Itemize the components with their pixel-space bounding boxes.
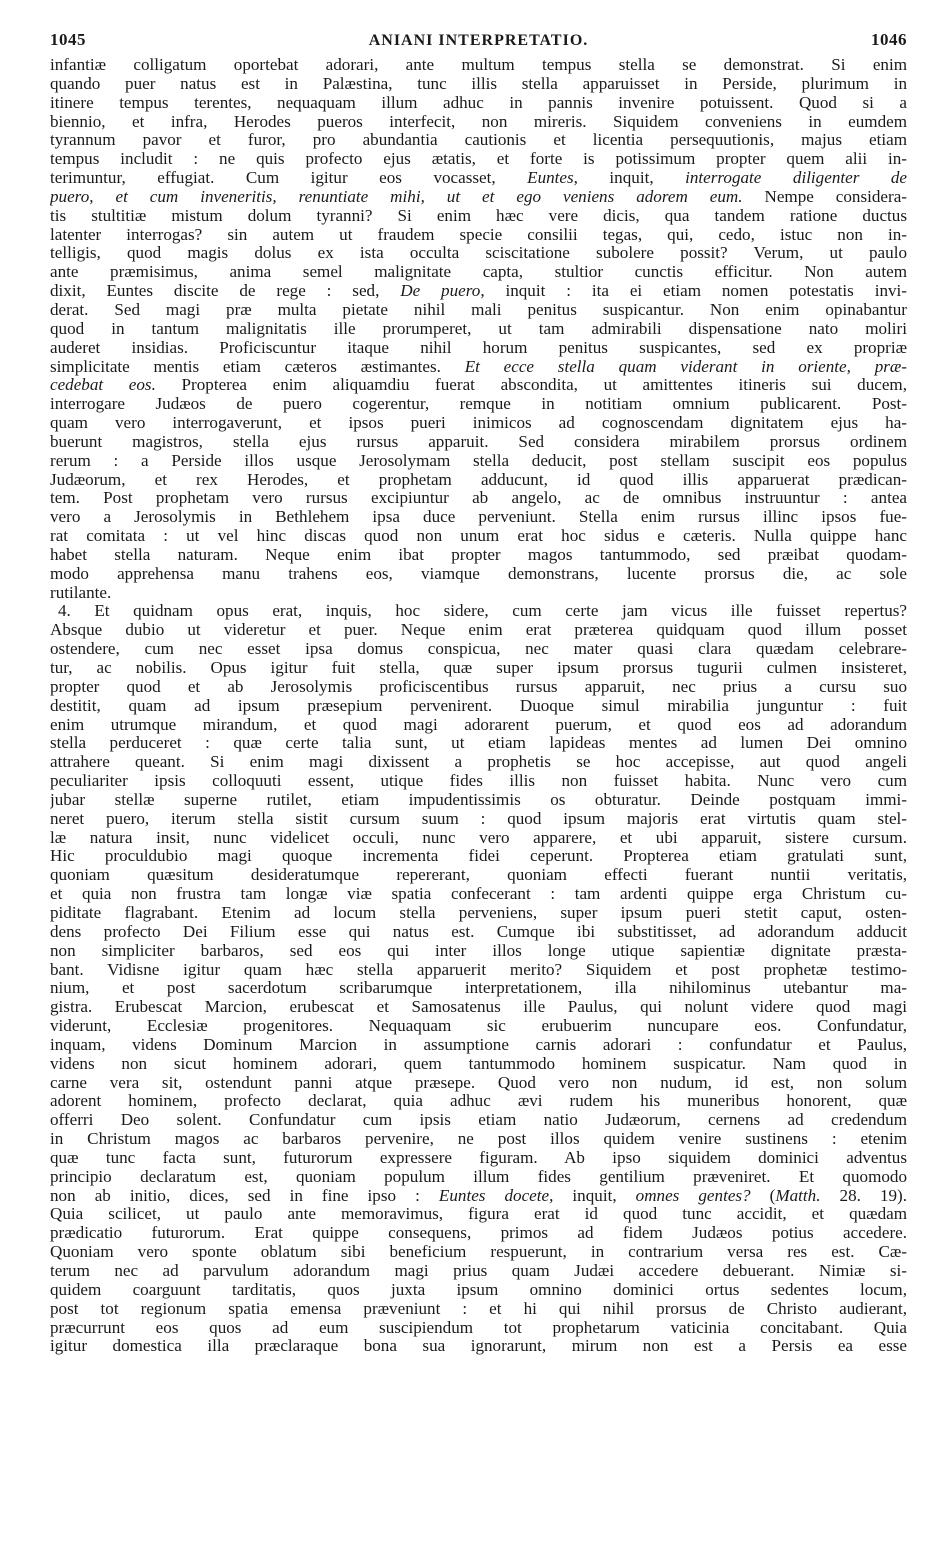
text-line: telligis, quod magis dolus ex ista occulta sciscitatione subolere possit? Verum, ut paulo — [50, 244, 907, 263]
text-line: quod in tantum malignitatis ille prorumperet, ut tam admirabili dispensatione nato moliri — [50, 319, 907, 338]
text-line: Quia scilicet, ut paulo ante memoravimus, figura erat id quod tunc accidit, et quædam — [50, 1205, 907, 1224]
text-line: auderet insidias. Proficiscuntur itaque nihil horum penitus suspicantes, sed ex propriæ — [50, 338, 907, 357]
text-line: vero a Jerosolymis in Bethlehem ipsa duce perveniunt. Stella enim rursus illinc ipsos fue- — [50, 508, 907, 527]
text-line: tur, ac nobilis. Opus igitur fuit stella, quæ super ipsum prorsus tugurii culmen insisteret, — [50, 659, 907, 677]
text-line: rat comitata : ut vel hinc discas quod non unum erat hoc sidus e cæteris. Nulla quippe hanc — [50, 527, 907, 546]
text-line: quoniam quæsitum desideratumque repererant, quoniam effecti fuerant nuntii veritatis, — [50, 866, 907, 885]
text-line: post tot regionum spatia emensa præveniunt : et hi qui nihil prorsus de Christo audierant, — [50, 1299, 907, 1318]
text-line: et quia non frustra tam longæ viæ spatia confecerant : tam ardenti quippe erga Christum cu- — [50, 885, 907, 904]
text-line: bant. Vidisne igitur quam hæc stella apparuerit merito? Siquidem et post prophetæ testimo- — [50, 960, 907, 979]
text-line: neret puero, iterum stella sistit cursum suum : quod ipsum majoris erat virtutis quam stel- — [50, 809, 907, 828]
text-line: modo apprehensa manu trahens eos, viamque demonstrans, lucente prorsus die, ac sole — [50, 564, 907, 583]
text-line: buerunt magistros, stella ejus rursus apparuit. Sed considera mirabilem prorsus ordinem — [50, 432, 907, 451]
left-page-number: 1045 — [50, 30, 86, 49]
text-line: adorent hominem, profecto declarat, quia adhuc ævi rudem his muneribus honorent, quæ — [50, 1092, 907, 1111]
text-line: 4. Et quidnam opus erat, inquis, hoc sidere, cum certe jam vicus ille fuisset repertus? — [58, 602, 907, 621]
text-line: destitit, quam ad ipsum præsepium pervenirent. Duoque simul mirabilia junguntur : fuit — [50, 696, 907, 715]
text-line: carne vera sit, ostendunt panni atque præsepe. Quod vero non nudum, id est, non solum — [50, 1073, 907, 1092]
right-page-number: 1046 — [870, 30, 907, 49]
text-line: habet stella naturam. Neque enim ibat propter magos tantummodo, sed præibat quodam- — [50, 545, 907, 564]
text-line: dixit, Euntes discite de rege : sed, De puero, inquit : ita ei etiam nomen potestatis invi- — [50, 282, 907, 301]
text-line: interrogare Judæos de puero cogerentur, remque in notitiam omnium publicarent. Post- — [50, 395, 907, 414]
text-line: jubar stellæ superne rutilet, etiam impudentissimis os obturatur. Deinde postquam immi- — [50, 790, 907, 809]
text-line: tempus includit : ne quis profecto ejus ætatis, et forte is potissimum propter quem alii in- — [50, 150, 907, 169]
text-line: piditate flagrabant. Etenim ad locum stella perveniens, super ipsum pueri stetit caput, osten- — [50, 903, 907, 922]
text-line: non ab initio, dices, sed in fine ipso : Euntes docete, inquit, omnes gentes? (Matth. 28. 19). — [50, 1186, 907, 1205]
text-line: puero, et cum inveneritis, renuntiate mihi, ut et ego veniens adorem eum. Nempe considera- — [50, 187, 907, 206]
text-line: propter quod et ab Jerosolymis proficiscentibus rursus apparuit, nec prius a cursu suo — [50, 677, 907, 696]
text-line: itinere tempus terentes, nequaquam illum adhuc in pannis invenire potuissent. Quod si a — [50, 93, 907, 112]
text-line: Absque dubio ut videretur et puer. Neque enim erat præterea quidquam quod illum posset — [50, 621, 907, 640]
text-line: ostendere, cum nec esset ipsa domus conspicua, nec mater quasi clara quædam celebrare- — [50, 640, 907, 659]
text-line: principio declaratum est, quoniam populum illum fides gentilium præveniret. Et quomodo — [50, 1167, 907, 1186]
text-body — [50, 56, 907, 1356]
text-line: tyrannum pavor et furor, pro abundantia cautionis et licentia persequutionis, majus etiam — [50, 131, 907, 150]
text-line: tem. Post prophetam vero rursus excipiuntur ab angelo, ac de omnibus instruuntur : antea — [50, 489, 907, 508]
text-line: biennio, et infra, Herodes pueros interfecit, non mireris. Siquidem conveniens in eumdem — [50, 112, 907, 131]
text-line: quam vero interrogaverunt, et ipsos pueri inimicos ad cognoscendam dignitatem ejus ha- — [50, 414, 907, 433]
text-line: viderunt, Ecclesiæ progenitores. Nequaquam sic erubuerim nuncupare eos. Confundatur, — [50, 1017, 907, 1036]
text-line: præcurrunt eos quos ad eum suscipiendum tot prophetarum vaticinia concitabant. Quia — [50, 1318, 907, 1337]
text-line: Hic proculdubio magi quoque incrementa fidei ceperunt. Propterea etiam gratulati sunt, — [50, 847, 907, 866]
text-line: terimuntur, effugiat. Cum igitur eos vocasset, Euntes, inquit, interrogate diligenter de — [50, 169, 907, 188]
text-line: cedebat eos. Propterea enim aliquamdiu fuerat abscondita, ut amittentes itineris sui ducem, — [50, 376, 907, 395]
text-line: Judæorum, et rex Herodes, et prophetam adducunt, id quod illis apparuerat prædican- — [50, 470, 907, 489]
text-line: ante præmisimus, anima semel malignitate capta, stultior cunctis efficitur. Non autem — [50, 263, 907, 282]
text-line: attrahere queant. Si enim magi dixissent a prophetis se hoc accepisse, aut quod angeli — [50, 753, 907, 772]
text-line: prædicatio futurorum. Erat quippe consequens, primos ad fidem Judæos potius accedere. — [50, 1224, 907, 1243]
text-line: simplicitate mentis etiam cæteros æstimantes. Et ecce stella quam viderant in oriente, præ- — [50, 357, 907, 376]
text-line: videns non sicut hominem adorari, quem tantummodo hominem suspicatur. Nam quod in — [50, 1054, 907, 1073]
text-line: non simpliciter barbaros, sed eos qui inter illos longe utique sapientiæ dignitate præsta- — [50, 941, 907, 960]
text-line: quæ tunc facta sunt, futurorum expressere figuram. Ab ipso siquidem dominici adventus — [50, 1148, 907, 1167]
text-line: dens profecto Dei Filium esse qui natus est. Cumque ibi substitisset, ad adorandum adducit — [50, 922, 907, 941]
text-line: nium, et post sacerdotum scribarumque interpretationem, illa nihilominus utebantur ma- — [50, 979, 907, 998]
text-line: terum nec ad parvulum adorandum magi prius quam Judæi accedere debuerant. Nimiæ si- — [50, 1262, 907, 1280]
running-header — [50, 30, 907, 54]
text-line: quidem coarguunt tarditatis, quos juxta ipsum omnino dominici ortus sedentes locum, — [50, 1280, 907, 1299]
text-line: peculiariter ipsis colloquuti essent, utique fides illis non fuisset habita. Nunc vero cum — [50, 772, 907, 791]
text-line: Quoniam vero sponte oblatum sibi beneficium respuerunt, in contrarium versa res est. Cæ- — [50, 1243, 907, 1262]
text-line: rutilante. — [50, 583, 112, 602]
text-line: enim utrumque mirandum, et quod magi adorarent puerum, et quod eos ad adorandum — [50, 715, 907, 734]
text-line: quando puer natus est in Palæstina, tunc illis stella apparuisset in Perside, plurimum in — [50, 74, 907, 93]
text-line: igitur domestica illa præclaraque bona sua ignorarunt, mirum non est a Persis ea esse — [50, 1337, 907, 1356]
text-line: stella perduceret : quæ certe talia sunt, ut etiam lapideas mentes ad lumen Dei omnino — [50, 734, 907, 753]
text-line: latenter interrogas? sin autem ut fraudem specie consilii tegas, qui, cedo, istuc non in- — [50, 225, 907, 244]
text-line: infantiæ colligatum oportebat adorari, ante multum tempus stella se demonstrat. Si enim — [50, 56, 907, 74]
text-line: tis stultitiæ mistum dolum tyranni? Si enim hæc vere dicis, qua tandem ratione ductus — [50, 206, 907, 225]
text-line: rerum : a Perside illos usque Jerosolymam stella deducit, post stellam suscipit eos populus — [50, 451, 907, 470]
text-line: in Christum magos ac barbaros pervenire, ne post illos quidem venire sustinens : etenim — [50, 1130, 907, 1149]
text-line: offerri Deo solent. Confundatur cum ipsis etiam natio Judæorum, cernens ad credendum — [50, 1111, 907, 1130]
text-line: læ natura insit, nunc videlicet occuli, nunc vero apparere, et ubi apparuit, sistere cursum. — [50, 828, 907, 847]
text-line: derat. Sed magi præ multa pietate nihil mali penitus suspicantur. Non enim opinabantur — [50, 300, 907, 319]
running-title: ANIANI INTERPRETATIO. — [368, 32, 589, 49]
text-line: gistra. Erubescat Marcion, erubescat et Samosatenus ille Paulus, qui nolunt videre quod magi — [50, 998, 907, 1017]
text-line: inquam, videns Dominum Marcion in assumptione carnis adorari : confundatur et Paulus, — [50, 1035, 907, 1054]
